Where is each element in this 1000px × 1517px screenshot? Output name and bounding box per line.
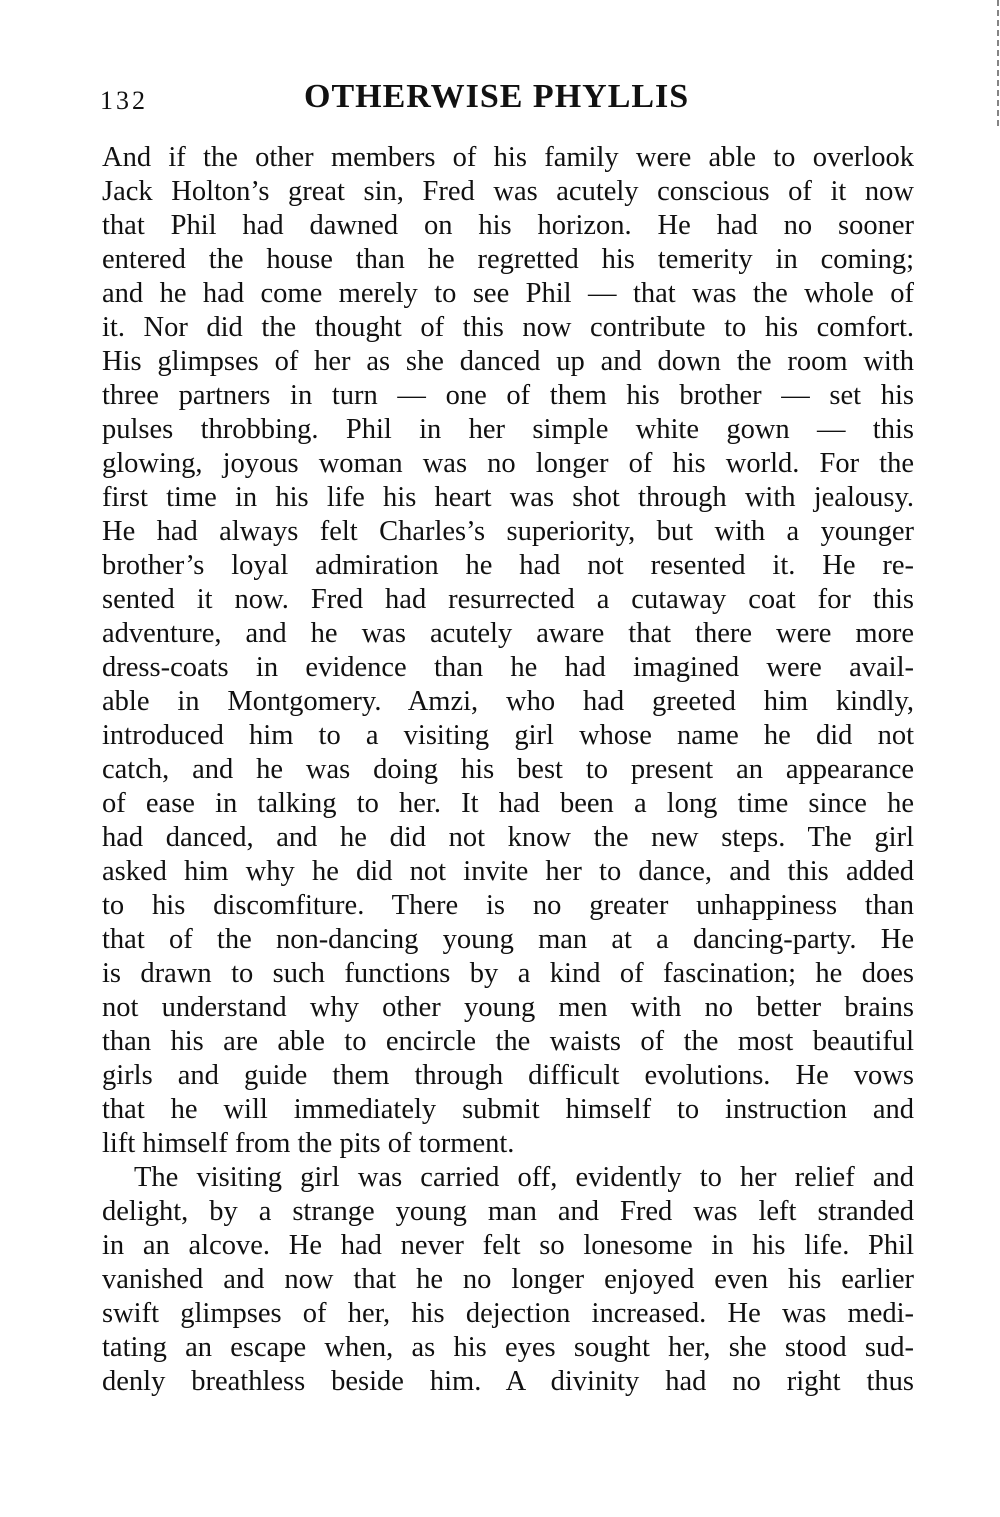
page-header — [100, 78, 920, 122]
text-line: entered the house than he regretted his temerity in coming; — [102, 244, 914, 275]
text-line: that he will immediately submit himself to instruction and — [102, 1094, 914, 1125]
text-line: swift glimpses of her, his dejection increased. He was medi- — [102, 1298, 914, 1329]
text-line: able in Montgomery. Amzi, who had greeted him kindly, — [102, 686, 914, 717]
text-line: delight, by a strange young man and Fred was left stranded — [102, 1196, 914, 1227]
text-line: asked him why he did not invite her to dance, and this added — [102, 856, 914, 887]
text-line: The visiting girl was carried off, evidently to her relief and — [134, 1162, 914, 1193]
text-line: first time in his life his heart was shot through with jealousy. — [102, 482, 914, 513]
text-line: denly breathless beside him. A divinity had no right thus — [102, 1366, 914, 1397]
text-line: catch, and he was doing his best to present an appearance — [102, 754, 914, 785]
text-line: glowing, joyous woman was no longer of his world. For the — [102, 448, 914, 479]
text-line: adventure, and he was acutely aware that there were more — [102, 618, 914, 649]
text-line: than his are able to encircle the waists of the most beautiful — [102, 1026, 914, 1057]
text-line: not understand why other young men with no better brains — [102, 992, 914, 1023]
text-line: dress-coats in evidence than he had imagined were avail- — [102, 652, 914, 683]
text-line: lift himself from the pits of torment. — [102, 1128, 515, 1159]
text-line: that of the non-dancing young man at a dancing-party. He — [102, 924, 914, 955]
page-number: 132 — [100, 86, 148, 115]
running-title: OTHERWISE PHYLLIS — [304, 78, 690, 115]
text-line: in an alcove. He had never felt so lonesome in his life. Phil — [102, 1230, 914, 1261]
text-line: sented it now. Fred had resurrected a cutaway coat for this — [102, 584, 914, 615]
text-line: that Phil had dawned on his horizon. He had no sooner — [102, 210, 914, 241]
text-line: is drawn to such functions by a kind of fascination; he does — [102, 958, 914, 989]
text-line: introduced him to a visiting girl whose name he did not — [102, 720, 914, 751]
text-line: and he had come merely to see Phil — that was the whole of — [102, 278, 914, 309]
text-line: tating an escape when, as his eyes sought her, she stood sud- — [102, 1332, 914, 1363]
paragraph-2 — [102, 1161, 914, 1399]
text-line: brother’s loyal admiration he had not resented it. He re- — [102, 550, 914, 581]
text-line: it. Nor did the thought of this now contribute to his comfort. — [102, 312, 914, 343]
page-edge-mark — [997, 0, 999, 130]
paragraph-1 — [102, 141, 914, 1161]
text-line: to his discomfiture. There is no greater unhappiness than — [102, 890, 914, 921]
text-line: of ease in talking to her. It had been a long time since he — [102, 788, 914, 819]
text-line: His glimpses of her as she danced up and down the room with — [102, 346, 914, 377]
text-line: three partners in turn — one of them his brother — set his — [102, 380, 914, 411]
body-text — [102, 141, 914, 1399]
text-line: vanished and now that he no longer enjoyed even his earlier — [102, 1264, 914, 1295]
text-line: girls and guide them through difficult evolutions. He vows — [102, 1060, 914, 1091]
text-line: pulses throbbing. Phil in her simple white gown — this — [102, 414, 914, 445]
text-line: He had always felt Charles’s superiority, but with a younger — [102, 516, 914, 547]
text-line: Jack Holton’s great sin, Fred was acutely conscious of it now — [102, 176, 914, 207]
text-line: And if the other members of his family were able to overlook — [102, 142, 914, 173]
text-line: had danced, and he did not know the new steps. The girl — [102, 822, 914, 853]
